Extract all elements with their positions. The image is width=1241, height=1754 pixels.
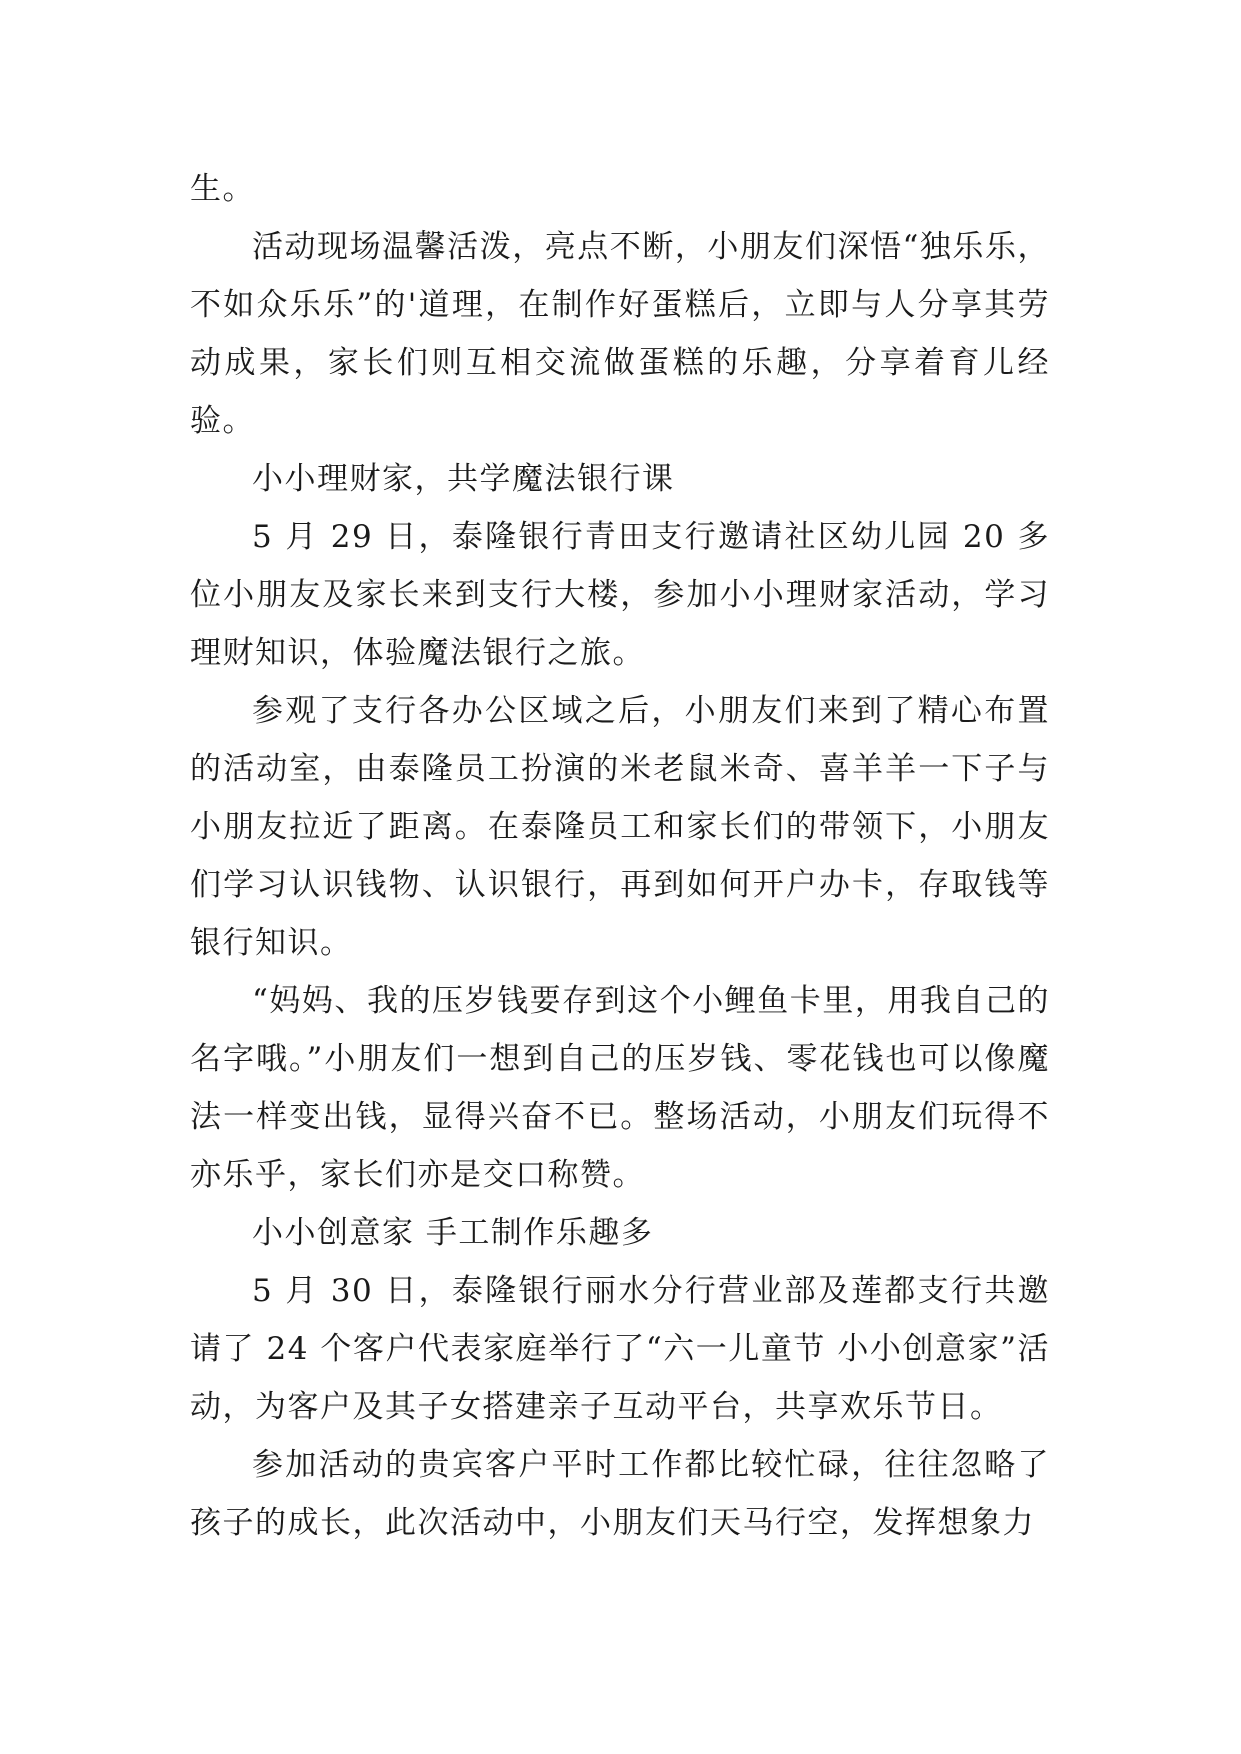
section-heading-little-creator: 小小创意家 手工制作乐趣多 <box>252 1215 654 1251</box>
paragraph-activity-room: 参观了支行各办公区域之后，小朋友们来到了精心布置的活动室，由泰隆员工扮演的米老鼠米奇、喜羊羊一下子与小朋友拉近了距离。在泰隆员工和家长们的带领下，小朋友们学习认识钱物、认识银行，再到如何开户办卡，存取钱等银行知识。 <box>190 693 1050 961</box>
section-heading-little-financier: 小小理财家，共学魔法银行课 <box>252 461 675 497</box>
paragraph-qingtian-event: 5 月 29 日，泰隆银行青田支行邀请社区幼儿园 20 多位小朋友及家长来到支行大楼，参加小小理财家活动，学习理财知识，体验魔法银行之旅。 <box>190 519 1050 671</box>
continuation-text: 生。 <box>190 171 255 207</box>
paragraph-activity-scene: 活动现场温馨活泼，亮点不断，小朋友们深悟“独乐乐，不如众乐乐”的'道理，在制作好蛋糕后，立即与人分享其劳动成果，家长们则互相交流做蛋糕的乐趣，分享着育儿经验。 <box>190 229 1050 439</box>
paragraph-vip-clients: 参加活动的贵宾客户平时工作都比较忙碌，往往忽略了孩子的成长，此次活动中，小朋友们天马行空，发挥想象力 <box>190 1447 1050 1541</box>
paragraph-quote: “妈妈、我的压岁钱要存到这个小鲤鱼卡里，用我自己的名字哦。”小朋友们一想到自己的压岁钱、零花钱也可以像魔法一样变出钱，显得兴奋不已。整场活动，小朋友们玩得不亦乐乎，家长们亦是交口称赞。 <box>190 983 1050 1193</box>
document-body <box>190 160 1050 1552</box>
paragraph-lishui-event: 5 月 30 日，泰隆银行丽水分行营业部及莲都支行共邀请了 24 个客户代表家庭举行了“六一儿童节 小小创意家”活动，为客户及其子女搭建亲子互动平台，共享欢乐节日。 <box>190 1273 1050 1425</box>
